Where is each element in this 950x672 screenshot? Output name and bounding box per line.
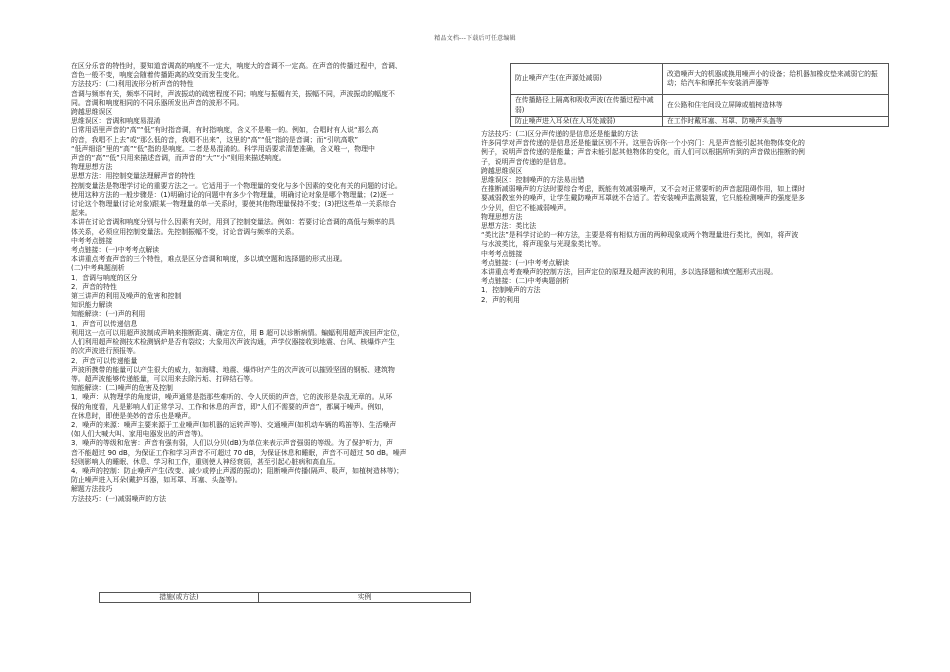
section-heading: 跨越思维误区 bbox=[71, 108, 113, 117]
text-line: (如人们大喊大叫、家用电器发出的声音等)。 bbox=[71, 430, 208, 439]
section-heading: 知识能力解读 bbox=[71, 301, 113, 310]
table-cell: 改造噪声大的机器或换用噪声小的设备；给机器加橡皮垫来减弱它的振动；给汽车和摩托车安装消声器等 bbox=[663, 64, 889, 95]
text-line: 例子，说明声音传递的是能量；声音未能引起其他物体的变化，而人们可以根据所听到的声音做出推断的例 bbox=[481, 148, 805, 157]
text-line: 要减弱教室外的噪声，让学生戴防噪声耳罩就不合适了。若安装噪声监测装置，它只能检测噪声的强度是多 bbox=[481, 194, 805, 203]
section-heading: 中考考点链接 bbox=[71, 236, 113, 245]
table-header-cell: 措施(或方法) bbox=[100, 593, 259, 603]
text-line: 等。超声波能够传递能量，可以用来去除污垢、打碎结石等。 bbox=[71, 374, 258, 383]
section-heading: 物理思想方法 bbox=[71, 163, 113, 172]
table-row bbox=[511, 95, 889, 117]
text-line: 在推断减弱噪声的方法时要综合考虑，既能有效减弱噪声，又不会对正常要听的声音起阻碍作用，如上课时 bbox=[481, 185, 805, 194]
section-heading: 中考考点链接 bbox=[481, 249, 523, 258]
noise-reduction-table bbox=[510, 63, 889, 127]
text-line: 的次声波进行预报等。 bbox=[71, 347, 140, 356]
text-line: 声音的“高”“低”只用来描述音调，而声音的“大”“小”则用来描述响度。 bbox=[71, 154, 286, 163]
text-line: 的音，我唱不上去”或“那么低的音，我唱不出来”，这里的“高”“低”指的是音调；而“引吭高歌” bbox=[71, 135, 359, 144]
text-line: 少分贝，但它不能减弱噪声。 bbox=[481, 203, 571, 212]
text-line: 本讲在讨论音调和响度分别与什么因素有关时，用到了控制变量法。例如：若要讨论音调的高低与频率的具 bbox=[71, 218, 395, 227]
page-header: 精品文档---下载后可任意编辑 bbox=[434, 35, 516, 42]
text-line: 音调与频率有关，频率不同时，声波振动的疏密程度不同；响度与振幅有关，振幅不同，声波振动的幅度不 bbox=[71, 89, 395, 98]
section-heading: 考点链接：(二)中考典题剖析 bbox=[481, 277, 570, 286]
section-heading: 物理思想方法 bbox=[481, 212, 523, 221]
text-line: 声波所携带的能量可以产生很大的威力，如海啸、地震、爆炸时产生的次声波可以摧毁坚固的钢板、建筑物 bbox=[71, 365, 395, 374]
text-line: 人们利用超声检测技术检测锅炉是否有裂纹；大象用次声波沟通，声学仪器接收到地震、台风、核爆炸产生 bbox=[71, 338, 395, 347]
list-item: 2．声音可以传递能量 bbox=[71, 356, 138, 365]
list-item: 2．声的利用 bbox=[481, 295, 520, 304]
text-line: 在休息时，即使是美妙的音乐也是噪声。 bbox=[71, 411, 196, 420]
right-column bbox=[481, 130, 878, 305]
text-line: 子，说明声音传递的是信息。 bbox=[481, 157, 571, 166]
text-line: 本讲重点考查噪声的控制方法，回声定位的原理及超声波的利用，多以选择题和填空题形式出现。 bbox=[481, 268, 778, 277]
table-row bbox=[100, 593, 471, 603]
text-line: 在区分乐音的特性时，要知道音调高的响度不一定大，响度大的音调不一定高。在声音的传播过程中，音调、 bbox=[71, 62, 402, 70]
table-row bbox=[511, 117, 889, 127]
text-line: 利用这一点可以用超声波制成声呐来推断距离、确定方位，用 B 超可以诊断病情。蝙蝠利用超声波回声定位， bbox=[71, 328, 404, 337]
text-line: “低声细语”里的“高”“低”指的是响度。二者是易混淆的。科学用语要求清楚准确，含义唯一，物理中 bbox=[71, 144, 375, 153]
section-heading: 思想方法：类比法 bbox=[481, 222, 537, 231]
table-cell: 防止噪声产生(在声源处减弱) bbox=[511, 64, 663, 95]
table-cell: 在工作时戴耳塞、耳罩、防噪声头盔等 bbox=[663, 117, 889, 127]
section-heading: 解题方法技巧 bbox=[71, 485, 113, 494]
text-line: 日常用语里声音的“高”“低”有时指音调，有时指响度，含义不是唯一的。例如，合唱时有人说“那么高 bbox=[71, 126, 379, 135]
text-line: 控制变量法是物理学讨论的重要方法之一。它适用于一个物理量的变化与多个因素的变化有关的问题的讨论。 bbox=[71, 181, 402, 190]
table-cell: 在公路和住宅间设立屏障或植树造林等 bbox=[663, 95, 889, 117]
text-line: 体关系，必须应用控制变量法。先控制振幅不变，讨论音调与频率的关系。 bbox=[71, 227, 299, 236]
list-item: 1．音调与响度的区分 bbox=[71, 273, 138, 282]
text-line: 与水波类比，将声现象与光现象类比等。 bbox=[481, 240, 606, 249]
text-line: 起来。 bbox=[71, 209, 92, 218]
list-item: 2．噪声的来源：噪声主要来源于工业噪声(如机器的运转声等)、交通噪声(如机动车辆的鸣笛等)、生活噪声 bbox=[71, 420, 397, 429]
section-heading: 思维误区：控制噪声的方法易出错 bbox=[481, 176, 585, 185]
list-item: 2．声音的特性 bbox=[71, 282, 117, 291]
section-heading: 考点链接：(一)中考考点解读 bbox=[71, 246, 160, 255]
section-heading: (二)中考典题剖析 bbox=[71, 264, 125, 273]
text-line: 本讲重点考查声音的三个特性，难点是区分音调和响度，多以填空题和选择题的形式出现。 bbox=[71, 255, 347, 264]
text-line: 防止噪声进入耳朵(戴护耳器，如耳罩、耳塞、头盔等)。 bbox=[71, 476, 242, 485]
text-line: 音色一般不变，响度会随着传播距离的改变而发生变化。 bbox=[71, 71, 244, 80]
text-line: 保的角度看，凡是影响人们正常学习、工作和休息的声音，即“人们不需要的声音”，都属于噪声。例如， bbox=[71, 402, 389, 411]
table-header-cell: 实例 bbox=[259, 593, 471, 603]
section-heading: 思想方法：用控制变量法理解声音的特性 bbox=[71, 172, 196, 181]
text-line: 轻则影响人的睡眠、休息、学习和工作，重则使人神经衰弱，甚至引起心脏病和高血压。 bbox=[71, 457, 340, 466]
list-item: 1．噪声：从物理学的角度讲，噪声通常是指那些难听的、令人厌烦的声音，它的波形是杂乱无章的。从环 bbox=[71, 393, 393, 402]
section-heading: 跨越思维误区 bbox=[481, 166, 523, 175]
table-row bbox=[511, 64, 889, 95]
section-heading: 思维误区：音调和响度易混淆 bbox=[71, 117, 161, 126]
lecture-title: 第三讲声的利用及噪声的危害和控制 bbox=[71, 292, 182, 301]
text-line: 音不能超过 90 dB，为保证工作和学习声音不可超过 70 dB，为保证休息和睡眠，声音不可超过 50 dB。噪声 bbox=[71, 448, 407, 457]
text-line: 使用这种方法的一般步骤是：(1)明确讨论的问题中有多少个物理量，明确讨论对象是哪个物理量；(2)逐一 bbox=[71, 190, 394, 199]
list-item: 3．噪声的等级和危害：声音有强有弱，人们以分贝(dB)为单位来表示声音强弱的等级。为了保护听力，声 bbox=[71, 439, 394, 448]
table-cell: 在传播路径上隔离和吸收声波(在传播过程中减弱) bbox=[511, 95, 663, 117]
text-line: 同。音调和响度相同的不同乐器所发出声音的波形不同。 bbox=[71, 98, 244, 107]
section-heading: 知能解读：(二)噪声的危害及控制 bbox=[71, 384, 173, 393]
text-line: “类比法”是科学讨论的一种方法，主要是将有相似方面的两种现象或两个物理量进行类比，例如，将声波 bbox=[481, 231, 799, 240]
section-heading: 知能解读：(一)声的利用 bbox=[71, 310, 146, 319]
list-item: 4．噪声的控制：防止噪声产生(改变、减少或停止声源的振动)；阻断噪声传播(隔声、吸声，如植树造林等)； bbox=[71, 466, 404, 475]
section-heading: 方法技巧：(二)利用波形分析声音的特性 bbox=[71, 80, 194, 89]
section-heading: 方法技巧：(二)区分声传递的是信息还是能量的方法 bbox=[481, 130, 638, 138]
noise-reduction-table-header bbox=[99, 592, 471, 603]
list-item: 1．控制噪声的方法 bbox=[481, 286, 541, 295]
table-cell: 防止噪声进入耳朵(在人耳处减弱) bbox=[511, 117, 663, 127]
section-heading: 考点链接：(一)中考考点解读 bbox=[481, 258, 570, 267]
section-heading: 方法技巧：(一)减弱噪声的方法 bbox=[71, 494, 166, 503]
text-line: 许多同学对声音传递的是信息还是能量区别不开。这里告诉你一个小窍门：凡是声音能引起其他物体变化的 bbox=[481, 139, 805, 148]
list-item: 1．声音可以传递信息 bbox=[71, 319, 138, 328]
text-line: 讨论这个物理量(讨论对象)跟某一物理量的单一关系时，要使其他物理量保持不变；(3)把这些单一关系综合 bbox=[71, 200, 397, 209]
left-column bbox=[71, 62, 468, 504]
